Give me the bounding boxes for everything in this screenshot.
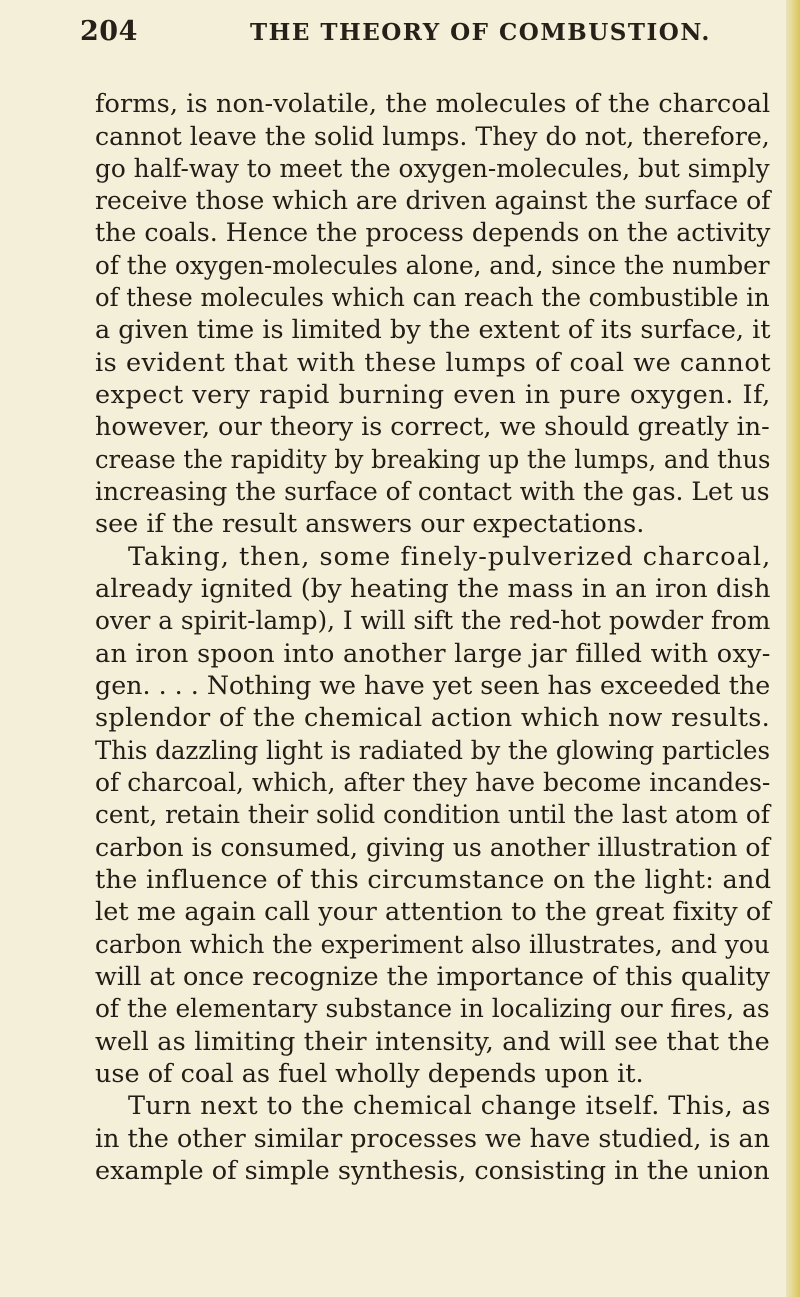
text-line: receive those which are driven against the surface of [95, 186, 771, 216]
text-line: forms, is non-volatile, the molecules of the charcoal [95, 89, 771, 119]
text-line: however, our theory is correct, we should greatly in- [95, 412, 770, 442]
text-line: a given time is limited by the extent of its surface, it [95, 315, 771, 345]
text-line: over a spirit-lamp), I will sift the red-hot powder from [95, 606, 771, 636]
text-line: of these molecules which can reach the combustible in [95, 283, 770, 313]
text-line: see if the result answers our expectations. [95, 509, 645, 539]
text-line: cent, retain their solid condition until the last atom of [95, 800, 770, 830]
text-line: carbon is consumed, giving us another illustration of [95, 833, 770, 863]
page-edge [786, 0, 800, 1297]
text-line: example of simple synthesis, consisting in the union [95, 1156, 770, 1186]
text-line: use of coal as fuel wholly depends upon it. [95, 1059, 644, 1089]
text-line: already ignited (by heating the mass in an iron dish [95, 574, 771, 604]
header-title: THE THEORY OF COMBUSTION. [250, 19, 711, 46]
text-line: the influence of this circumstance on the light: and [95, 865, 772, 895]
text-line: expect very rapid burning even in pure oxygen. If, [95, 380, 771, 410]
text-line: of the elementary substance in localizing our fires, as [95, 994, 770, 1024]
text-line: let me again call your attention to the great fixity of [95, 897, 771, 927]
text-line: the coals. Hence the process depends on the activity [95, 218, 771, 248]
text-line: will at once recognize the importance of this quality [95, 962, 770, 992]
text-line: well as limiting their intensity, and will see that the [95, 1027, 770, 1057]
text-line: carbon which the experiment also illustrates, and you [95, 930, 770, 960]
text-line: is evident that with these lumps of coal we cannot [95, 348, 771, 378]
text-line: an iron spoon into another large jar filled with oxy- [95, 639, 771, 669]
text-line: of the oxygen-molecules alone, and, since the number [95, 251, 770, 281]
text-line: splendor of the chemical action which now results. [95, 703, 771, 733]
paragraph-start-line: Taking, then, some finely-pulverized charcoal, [128, 542, 772, 572]
paragraph-start-line: Turn next to the chemical change itself. This, as [128, 1091, 771, 1121]
running-head [0, 8, 800, 48]
text-line: cannot leave the solid lumps. They do not, therefore, [95, 122, 770, 152]
text-line: of charcoal, which, after they have become incandes- [95, 768, 771, 798]
text-line: This dazzling light is radiated by the glowing particles [95, 736, 771, 766]
text-line: increasing the surface of contact with the gas. Let us [95, 477, 770, 507]
text-line: crease the rapidity by breaking up the lumps, and thus [95, 445, 771, 475]
page-number: 204 [80, 16, 138, 47]
text-line: in the other similar processes we have studied, is an [95, 1124, 770, 1154]
text-line: gen. . . . Nothing we have yet seen has exceeded the [95, 671, 771, 701]
text-line: go half-way to meet the oxygen-molecules, but simply [95, 154, 770, 184]
